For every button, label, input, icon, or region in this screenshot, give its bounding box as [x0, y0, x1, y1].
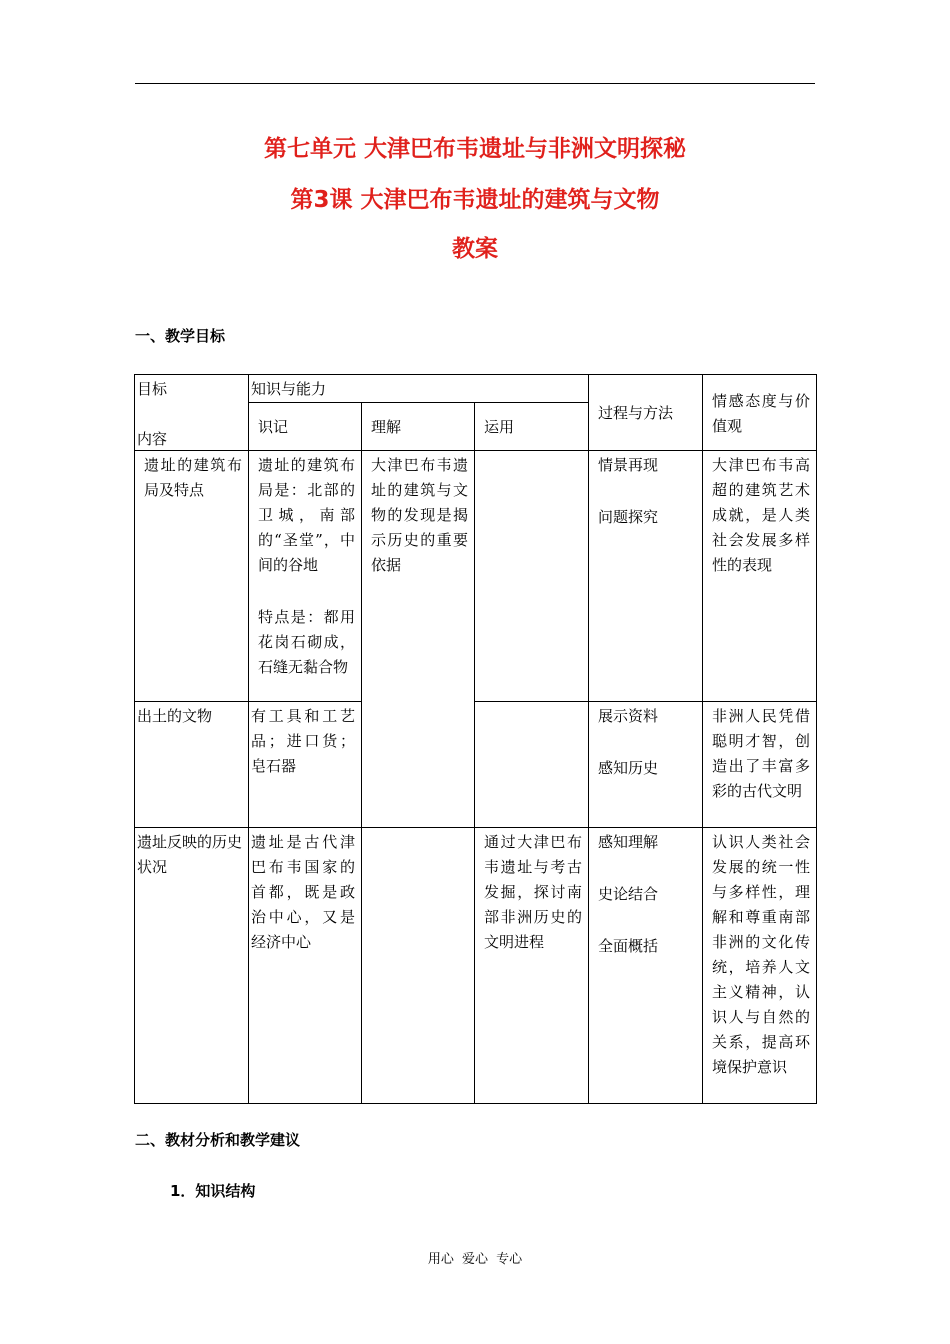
row-apply-cell: [475, 702, 589, 828]
row-memorize: 遗址的建筑布局是：北部的卫城，南部的“圣堂”，中间的谷地: [258, 456, 355, 574]
row-apply-cell: [475, 828, 589, 1104]
row-process-cell: [589, 451, 703, 702]
knowledge-ability-label: 知识与能力: [251, 380, 327, 398]
row-emotion-cell: [703, 702, 817, 828]
row-content: 遗址的建筑布局及特点: [144, 456, 242, 499]
row-apply: 通过大津巴布韦遗址与考古发掘，探讨南部非洲历史的文明进程: [484, 833, 583, 951]
table-row: [135, 702, 817, 828]
row-process-2: 问题探究: [598, 508, 659, 526]
knowledge-ability-header: [249, 375, 589, 403]
row-memorize: 有工具和工艺品；进口货；皂石器: [251, 707, 355, 775]
row-process-1: 情景再现: [598, 456, 659, 474]
header-rule: [135, 83, 815, 84]
row-memorize-cell: [249, 828, 362, 1104]
section-heading-analysis: 二、教材分析和教学建议: [135, 1131, 301, 1149]
subsection-heading-structure: 1．知识结构: [170, 1182, 256, 1200]
row-process-1: 感知理解: [598, 833, 659, 851]
row-memorize: 遗址是古代津巴布韦国家的首都，既是政治中心，又是经济中心: [251, 833, 355, 951]
emotion-values-label: 情感态度与价值观: [712, 391, 811, 435]
row-process-cell: [589, 828, 703, 1104]
table-row: [135, 828, 817, 1104]
apply-label: 运用: [484, 418, 515, 436]
corner-label-content: 内容: [137, 430, 168, 448]
row-apply: [475, 702, 588, 704]
row-content-cell: [135, 702, 249, 828]
process-method-label: 过程与方法: [598, 404, 674, 422]
row-emotion-cell: [703, 828, 817, 1104]
memorize-label: 识记: [258, 418, 289, 436]
teaching-goals-table: [134, 374, 817, 1104]
row-apply: [475, 451, 588, 453]
row-memorize-features: 特点是：都用花岗石砌成，石缝无黏合物: [258, 608, 355, 676]
row-understand-cell: [362, 828, 475, 1104]
page-footer: 用心 爱心 专心: [427, 1252, 523, 1267]
table-row: [135, 451, 817, 702]
section-heading-goals: 一、教学目标: [135, 327, 226, 345]
row-content: 遗址反映的历史状况: [137, 833, 243, 876]
row-memorize-cell: [249, 451, 362, 702]
row-memorize-cell: [249, 702, 362, 828]
sub-header-understand: [362, 403, 475, 451]
row-apply-cell: [475, 451, 589, 702]
row-content: 出土的文物: [137, 707, 213, 725]
understand-label: 理解: [371, 418, 402, 436]
row-process-cell: [589, 702, 703, 828]
emotion-values-header: [703, 375, 817, 451]
unit-title: 第七单元 大津巴布韦遗址与非洲文明探秘: [263, 136, 686, 162]
row-content-cell: [135, 451, 249, 702]
row-process-2: 感知历史: [598, 759, 659, 777]
sub-header-memorize: [249, 403, 362, 451]
table-corner-cell: [135, 375, 249, 451]
row-emotion: 非洲人民凭借聪明才智，创造出了丰富多彩的古代文明: [712, 707, 811, 800]
row-content-cell: [135, 828, 249, 1104]
sub-header-apply: [475, 403, 589, 451]
row-emotion: 大津巴布韦高超的建筑艺术成就，是人类社会发展多样性的表现: [712, 456, 811, 574]
row-process-1: 展示资料: [598, 707, 659, 725]
understand-cell: [362, 451, 475, 828]
row-emotion-cell: [703, 451, 817, 702]
understand-text: 大津巴布韦遗址的建筑与文物的发现是揭示历史的重要依据: [371, 456, 468, 574]
process-method-header: [589, 375, 703, 451]
row-process-3: 全面概括: [598, 937, 659, 955]
corner-label-goal: 目标: [137, 380, 168, 398]
lesson-title: 第3课 大津巴布韦遗址的建筑与文物: [290, 187, 660, 213]
row-emotion: 认识人类社会发展的统一性与多样性，理解和尊重南部非洲的文化传统，培养人文主义精神，认识人与自然的关系，提高环境保护意识: [712, 833, 811, 1076]
row-process-2: 史论结合: [598, 885, 659, 903]
doc-type-title: 教案: [452, 236, 498, 262]
